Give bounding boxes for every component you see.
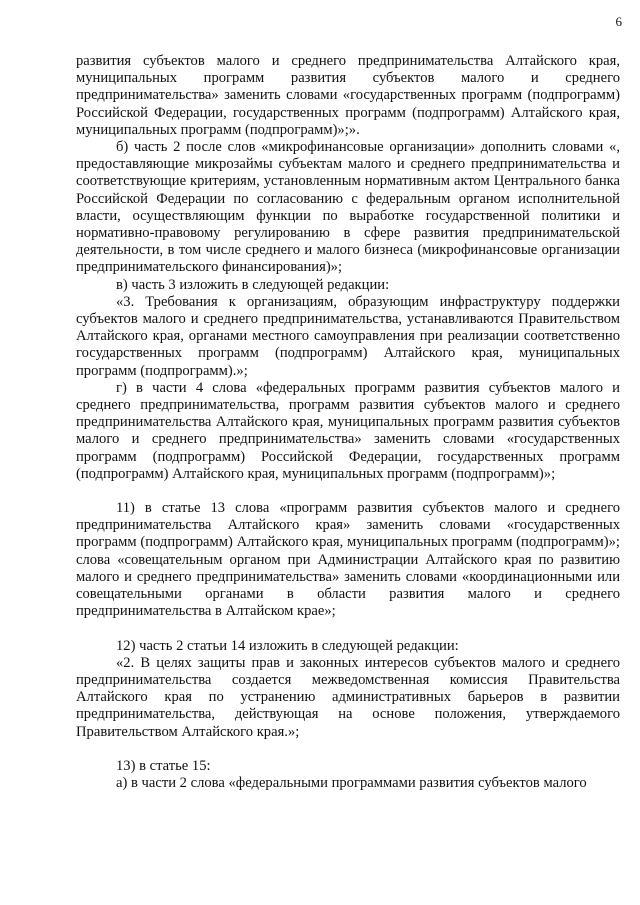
paragraph: 13) в статье 15: [116, 757, 211, 774]
paragraph: 12) часть 2 статьи 14 изложить в следующей редакции: [116, 637, 459, 654]
paragraph: б) часть 2 после слов «микрофинансовые организации» дополнить словами «, предоставляющие микрозаймы субъектам малого и среднего предпринимательства и соответствующие критериям, установленным нормативным актом Центрального банка Российской Федерации по согласованию с федеральным органом исполнительной власти, осуществляющим функции по выработке государственной политики и нормативно-правовому регулированию в сфере развития предпринимательской деятельности, в том числе среднего и малого бизнеса (микрофинансовые организации предпринимательского финансирования)»; [76, 139, 620, 276]
paragraph: г) в части 4 слова «федеральных программ развития субъектов малого и среднего предпринимательства, программ развития субъектов малого и среднего предпринимательства Алтайского края, муниципальных программ развития субъектов малого и среднего предпринимательства» заменить словами «государственных программ (подпрограмм) Российской Федерации, государственных программ (подпрограмм) Алтайского края, муниципальных программ (подпрограмм)»; [76, 379, 620, 482]
paragraph: «2. В целях защиты прав и законных интересов субъектов малого и среднего предпринимательства создается межведомственная комиссия Правительства Алтайского края по устранению административных барьеров в развитии предпринимательства, действующая на основе положения, утверждаемого Правительством Алтайского края.»; [76, 654, 620, 740]
paragraph: а) в части 2 слова «федеральными программами развития субъектов малого [116, 774, 587, 791]
paragraph: «3. Требования к организациям, образующим инфраструктуру поддержки субъектов малого и среднего предпринимательства, устанавливаются Правительством Алтайского края, органами местного самоуправления при реализации соответственно государственных программ (подпрограмм) Алтайского края, муниципальных программ (подпрограмм).»; [76, 293, 620, 379]
paragraph: в) часть 3 изложить в следующей редакции: [116, 276, 390, 293]
page-number: 6 [615, 14, 622, 29]
paragraph: 11) в статье 13 слова «программ развития субъектов малого и среднего предпринимательства Алтайского края» заменить словами «государственных программ (подпрограмм) Алтайского края, муниципальных программ (подпрограмм)»; слова «совещательным органом при Администрации Алтайского края по развитию малого и среднего предпринимательства» заменить словами «координационными или совещательными органами в области развития малого и среднего предпринимательства в Алтайском крае»; [76, 500, 620, 620]
paragraph: развития субъектов малого и среднего предпринимательства Алтайского края, муниципальных программ развития субъектов малого и среднего предпринимательства» заменить словами «государственных программ (подпрограмм) Российской Федерации, государственных программ (подпрограмм) Алтайского края, муниципальных программ (подпрограмм)»;». [76, 53, 620, 138]
document-body [76, 53, 620, 792]
